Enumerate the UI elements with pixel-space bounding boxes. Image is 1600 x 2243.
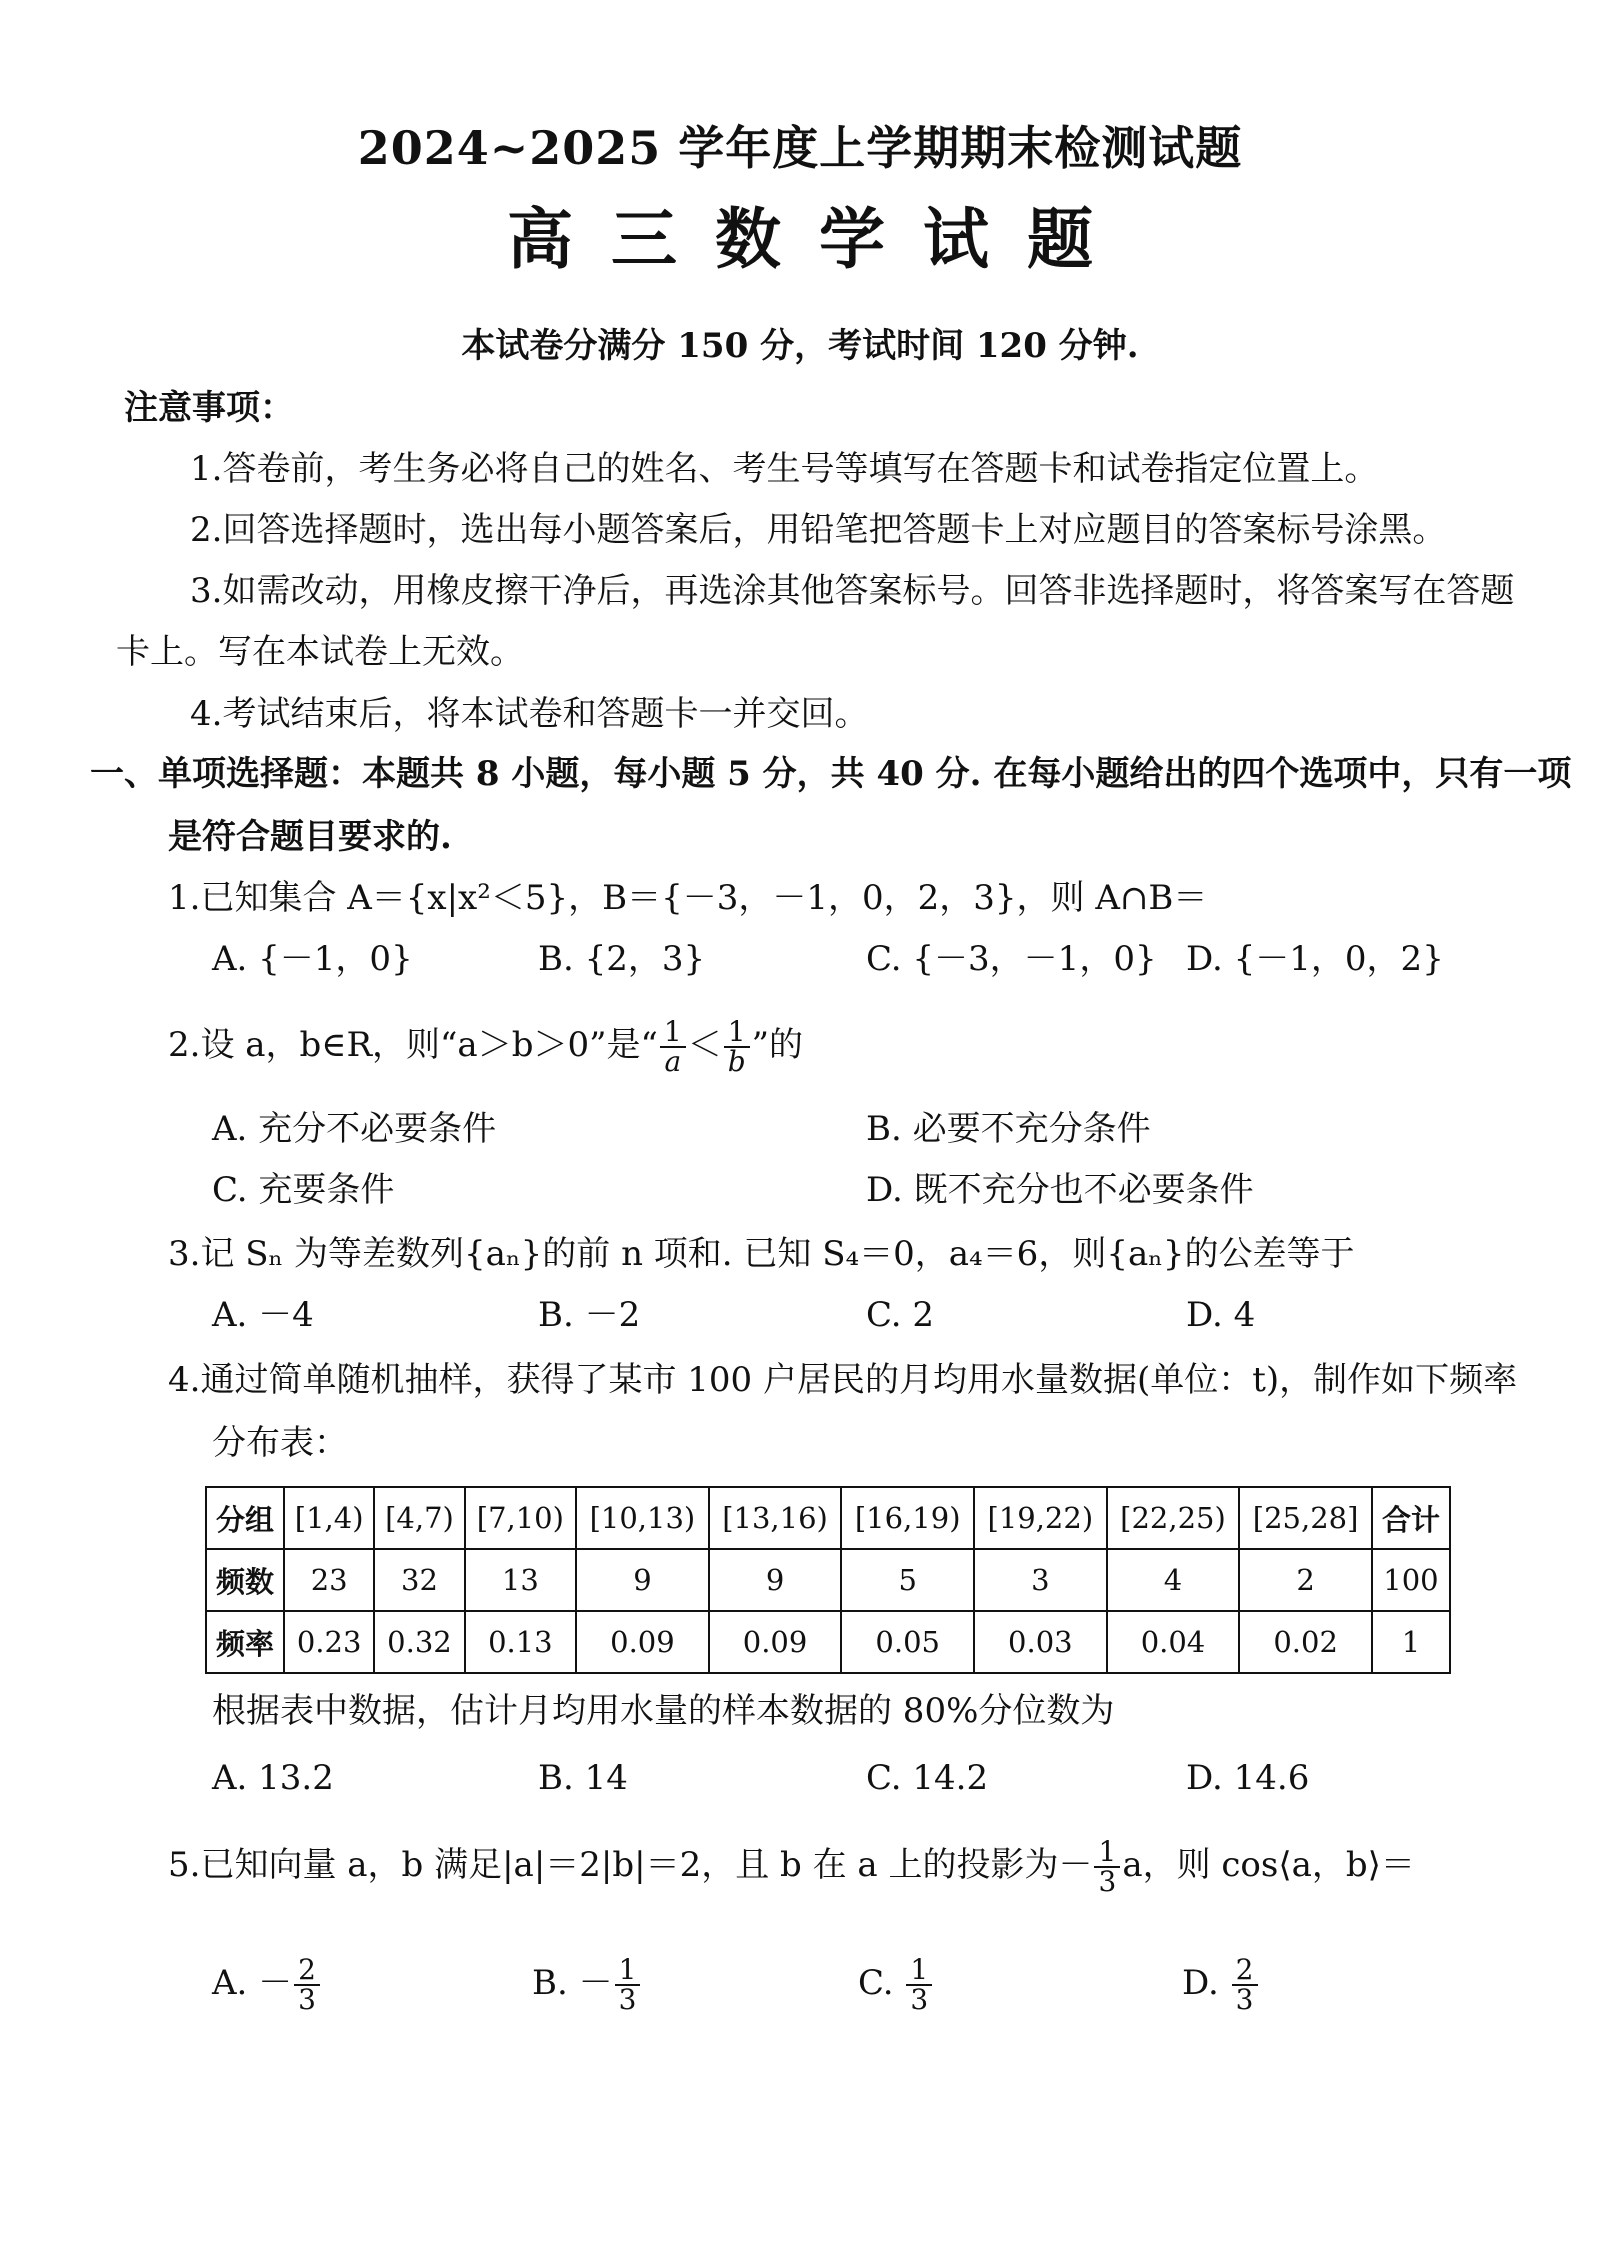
table-cell: 0.09	[709, 1611, 842, 1673]
question-3-option-b: B. －2	[538, 1295, 641, 1335]
question-5-stem-post: a，则 cos⟨a，b⟩＝	[1122, 1845, 1415, 1885]
fraction-denominator: a	[660, 1046, 686, 1076]
notice-heading: 注意事项：	[124, 388, 294, 428]
question-5-option-d	[1182, 1948, 1260, 2018]
frequency-table	[205, 1486, 1451, 1674]
table-cell: 1	[1372, 1611, 1450, 1673]
fraction-numerator: 1	[663, 1015, 682, 1048]
question-2-option-c: C. 充要条件	[212, 1170, 395, 1210]
table-cell: [4,7)	[374, 1487, 464, 1549]
table-cell: 频数	[206, 1549, 284, 1611]
table-cell: 100	[1372, 1549, 1450, 1611]
question-3-option-d: D. 4	[1186, 1295, 1256, 1335]
option-label: C.	[858, 1963, 905, 2003]
table-row-groups	[206, 1487, 1450, 1549]
table-cell: 0.04	[1107, 1611, 1240, 1673]
question-1-option-a: A. {－1，0}	[212, 939, 413, 979]
exam-info: 本试卷分满分 150 分，考试时间 120 分钟.	[461, 326, 1139, 366]
table-cell: 0.32	[374, 1611, 464, 1673]
table-cell: [1,4)	[284, 1487, 374, 1549]
option-label: D.	[1182, 1963, 1230, 2003]
fraction-denominator: 3	[615, 1984, 641, 2014]
question-4-prompt: 根据表中数据，估计月均用水量的样本数据的 80%分位数为	[212, 1691, 1115, 1731]
section-heading: 一、单项选择题：本题共 8 小题，每小题 5 分，共 40 分. 在每小题给出的四个选项中，只有一项	[90, 754, 1572, 794]
fraction-denominator: 3	[1232, 1984, 1258, 2014]
question-3-option-a: A. －4	[212, 1295, 314, 1335]
question-5-option-b	[532, 1948, 642, 2018]
table-cell: [19,22)	[974, 1487, 1107, 1549]
question-4-option-c: C. 14.2	[866, 1758, 989, 1798]
table-cell: 5	[841, 1549, 974, 1611]
option-fraction	[906, 1953, 932, 2016]
fraction-numerator: 2	[1235, 1953, 1254, 1986]
question-2-option-b: B. 必要不充分条件	[866, 1109, 1151, 1149]
option-label: A. －	[212, 1963, 293, 2003]
fraction-1-over-a	[660, 1015, 686, 1078]
question-1-option-c: C. {－3，－1，0}	[866, 939, 1157, 979]
fraction-denominator: b	[724, 1046, 750, 1076]
table-cell: 0.03	[974, 1611, 1107, 1673]
table-cell: [7,10)	[465, 1487, 576, 1549]
table-cell: 0.13	[465, 1611, 576, 1673]
exam-title-subject: 高三数学试题	[507, 200, 1131, 278]
table-cell: 23	[284, 1549, 374, 1611]
table-cell: 2	[1239, 1549, 1372, 1611]
table-cell: 3	[974, 1549, 1107, 1611]
question-2-stem-post: ”的	[751, 1025, 804, 1065]
table-cell: 9	[576, 1549, 709, 1611]
notice-item-4: 4.考试结束后，将本试卷和答题卡一并交回。	[190, 694, 869, 734]
question-4-stem: 4.通过简单随机抽样，获得了某市 100 户居民的月均用水量数据(单位：t)，制作如下频率	[168, 1360, 1518, 1400]
less-than-sign: ＜	[687, 1025, 722, 1065]
question-2-option-d: D. 既不充分也不必要条件	[866, 1170, 1254, 1210]
table-cell: [25,28]	[1239, 1487, 1372, 1549]
fraction-denominator: 3	[906, 1984, 932, 2014]
table-cell: 13	[465, 1549, 576, 1611]
option-fraction	[294, 1953, 320, 2016]
table-cell: [16,19)	[841, 1487, 974, 1549]
table-cell: 0.23	[284, 1611, 374, 1673]
table-cell: 0.09	[576, 1611, 709, 1673]
table-cell: 0.02	[1239, 1611, 1372, 1673]
option-fraction	[1232, 1953, 1258, 2016]
table-cell: 频率	[206, 1611, 284, 1673]
table-cell: 4	[1107, 1549, 1240, 1611]
question-5-stem-pre: 5.已知向量 a，b 满足|a|＝2|b|＝2，且 b 在 a 上的投影为－	[168, 1845, 1093, 1885]
exam-title-term: 2024~2025 学年度上学期期末检测试题	[357, 121, 1243, 175]
question-4-option-a: A. 13.2	[212, 1758, 334, 1798]
fraction-numerator: 1	[727, 1015, 746, 1048]
table-cell: 9	[709, 1549, 842, 1611]
notice-item-3-cont: 卡上。写在本试卷上无效。	[116, 632, 524, 672]
option-fraction	[615, 1953, 641, 2016]
notice-item-2: 2.回答选择题时，选出每小题答案后，用铅笔把答题卡上对应题目的答案标号涂黑。	[190, 510, 1447, 550]
fraction-numerator: 1	[1098, 1835, 1117, 1868]
fraction-one-third	[1094, 1835, 1120, 1898]
section-heading-cont: 是符合题目要求的.	[168, 817, 452, 857]
table-row-frequencies	[206, 1611, 1450, 1673]
fraction-numerator: 1	[910, 1953, 929, 1986]
fraction-numerator: 2	[298, 1953, 316, 1986]
table-cell: [10,13)	[576, 1487, 709, 1549]
question-3-stem: 3.记 Sₙ 为等差数列{aₙ}的前 n 项和. 已知 S₄＝0，a₄＝6，则{aₙ}的公差等于	[168, 1234, 1355, 1274]
question-5-option-c	[858, 1948, 934, 2018]
option-label: B. －	[532, 1963, 613, 2003]
notice-item-3: 3.如需改动，用橡皮擦干净后，再选涂其他答案标号。回答非选择题时，将答案写在答题	[190, 571, 1515, 611]
question-1-option-d: D. {－1，0，2}	[1186, 939, 1444, 979]
fraction-1-over-b	[724, 1015, 750, 1078]
question-1-stem: 1.已知集合 A＝{x|x²＜5}，B＝{－3，－1，0，2，3}，则 A∩B＝	[168, 878, 1208, 918]
question-2-stem	[168, 1010, 803, 1080]
table-cell: 0.05	[841, 1611, 974, 1673]
table-row-counts	[206, 1549, 1450, 1611]
table-cell: [13,16)	[709, 1487, 842, 1549]
question-5-stem	[168, 1830, 1415, 1900]
fraction-denominator: 3	[294, 1984, 320, 2014]
question-2-stem-pre: 2.设 a，b∈R，则“a＞b＞0”是“	[168, 1025, 658, 1065]
question-4-option-d: D. 14.6	[1186, 1758, 1310, 1798]
fraction-denominator: 3	[1094, 1866, 1120, 1896]
notice-item-1: 1.答卷前，考生务必将自己的姓名、考生号等填写在答题卡和试卷指定位置上。	[190, 449, 1379, 489]
table-cell: 32	[374, 1549, 464, 1611]
question-2-option-a: A. 充分不必要条件	[212, 1109, 497, 1149]
question-4-option-b: B. 14	[538, 1758, 628, 1798]
table-cell: [22,25)	[1107, 1487, 1240, 1549]
question-5-option-a	[212, 1948, 322, 2018]
question-3-option-c: C. 2	[866, 1295, 935, 1335]
question-1-option-b: B. {2，3}	[538, 939, 706, 979]
question-4-stem-cont: 分布表：	[212, 1423, 348, 1463]
fraction-numerator: 1	[618, 1953, 637, 1986]
table-cell: 分组	[206, 1487, 284, 1549]
table-cell: 合计	[1372, 1487, 1450, 1549]
